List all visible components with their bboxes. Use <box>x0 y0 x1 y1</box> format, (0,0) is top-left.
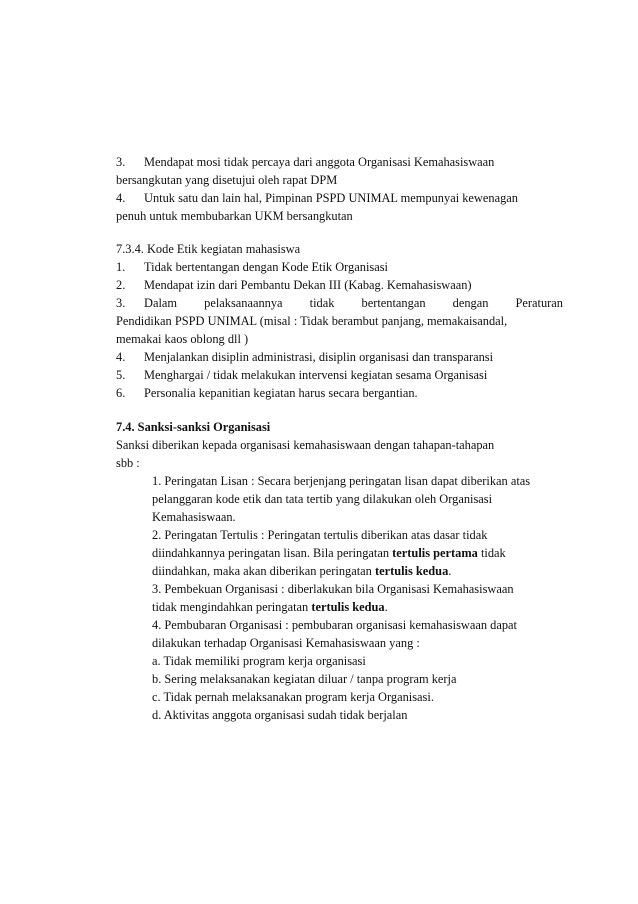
list-text: Mendapat izin dari Pembantu Dekan III (Kabag. Kemahasiswaan) <box>144 278 472 292</box>
word: Peraturan <box>515 296 563 310</box>
sanksi-intro-1: Sanksi diberikan kepada organisasi kemahasiswaan dengan tahapan-tahapan <box>116 438 495 452</box>
text-run: diindahkan, maka akan diberikan peringatan <box>152 564 375 578</box>
sub-item-b: b. Sering melaksanakan kegiatan diluar / tanpa program kerja <box>152 672 457 686</box>
bold-text: tertulis kedua <box>311 600 385 614</box>
sanksi-point-3-line-1: 3. Pembekuan Organisasi : diberlakukan bila Organisasi Kemahasiswaan <box>152 582 514 596</box>
section-heading-kode-etik: 7.3.4. Kode Etik kegiatan mahasiswa <box>116 242 301 256</box>
kode-etik-item-3-continuation-2: memakai kaos oblong dll ) <box>116 332 249 346</box>
sanksi-point-4-line-1: 4. Pembubaran Organisasi : pembubaran organisasi kemahasiswaan dapat <box>152 618 517 632</box>
list-text: Mendapat mosi tidak percaya dari anggota Organisasi Kemahasiswaan <box>144 155 495 169</box>
list-number: 5. <box>116 368 126 382</box>
word: Dalam <box>144 296 178 310</box>
list-number: 4. <box>116 191 126 205</box>
list-text: Personalia kepanitian kegiatan harus secara bergantian. <box>144 386 418 400</box>
sanksi-point-3-line-2 <box>152 598 388 616</box>
sanksi-point-1-line-1: 1. Peringatan Lisan : Secara berjenjang peringatan lisan dapat diberikan atas <box>152 474 531 488</box>
list-text: Untuk satu dan lain hal, Pimpinan PSPD UNIMAL mempunyai kewenagan <box>144 191 518 205</box>
word: dengan <box>452 296 489 310</box>
sanksi-point-4-line-2: dilakukan terhadap Organisasi Kemahasiswaan yang : <box>152 636 420 650</box>
kode-etik-item-3-continuation-1: Pendidikan PSPD UNIMAL (misal : Tidak berambut panjang, memakaisandal, <box>116 314 508 328</box>
word: tidak <box>309 296 335 310</box>
sub-item-a: a. Tidak memiliki program kerja organisasi <box>152 654 366 668</box>
sanksi-point-2-line-1: 2. Peringatan Tertulis : Peringatan tertulis diberikan atas dasar tidak <box>152 528 488 542</box>
list-number: 1. <box>116 260 126 274</box>
text-run: . <box>384 600 388 614</box>
sanksi-point-2-line-2 <box>152 544 506 562</box>
list-number: 3. <box>116 296 126 310</box>
text-run: diindahkannya peringatan lisan. Bila peringatan <box>152 546 393 560</box>
section-heading-sanksi: 7.4. Sanksi-sanksi Organisasi <box>116 420 271 434</box>
bold-text: tertulis pertama <box>392 546 478 560</box>
sanksi-point-2-line-3 <box>152 562 451 580</box>
sanksi-intro-2: sbb : <box>116 456 140 470</box>
sub-item-d: d. Aktivitas anggota organisasi sudah tidak berjalan <box>152 708 408 722</box>
sub-item-c: c. Tidak pernah melaksanakan program kerja Organisasi. <box>152 690 434 704</box>
list-text: Tidak bertentangan dengan Kode Etik Organisasi <box>144 260 388 274</box>
bold-text: tertulis kedua <box>374 564 449 578</box>
list-item-4-continuation: penuh untuk membubarkan UKM bersangkutan <box>116 209 353 223</box>
word: pelaksanaannya <box>204 296 283 310</box>
list-number: 3. <box>116 155 126 169</box>
list-text-justified <box>144 294 563 312</box>
list-item-3-continuation: bersangkutan yang disetujui oleh rapat DPM <box>116 173 338 187</box>
list-number: 6. <box>116 386 126 400</box>
sanksi-point-1-line-3: Kemahasiswaan. <box>152 510 236 524</box>
text-run: tidak <box>477 546 506 560</box>
list-number: 4. <box>116 350 126 364</box>
list-number: 2. <box>116 278 126 292</box>
text-run: tidak mengindahkan peringatan <box>152 600 312 614</box>
word: bertentangan <box>361 296 426 310</box>
list-text: Menjalankan disiplin administrasi, disiplin organisasi dan transparansi <box>144 350 494 364</box>
list-text: Menghargai / tidak melakukan intervensi kegiatan sesama Organisasi <box>144 368 488 382</box>
text-run: . <box>448 564 452 578</box>
sanksi-point-1-line-2: pelanggaran kode etik dan tata tertib yang dilakukan oleh Organisasi <box>152 492 493 506</box>
